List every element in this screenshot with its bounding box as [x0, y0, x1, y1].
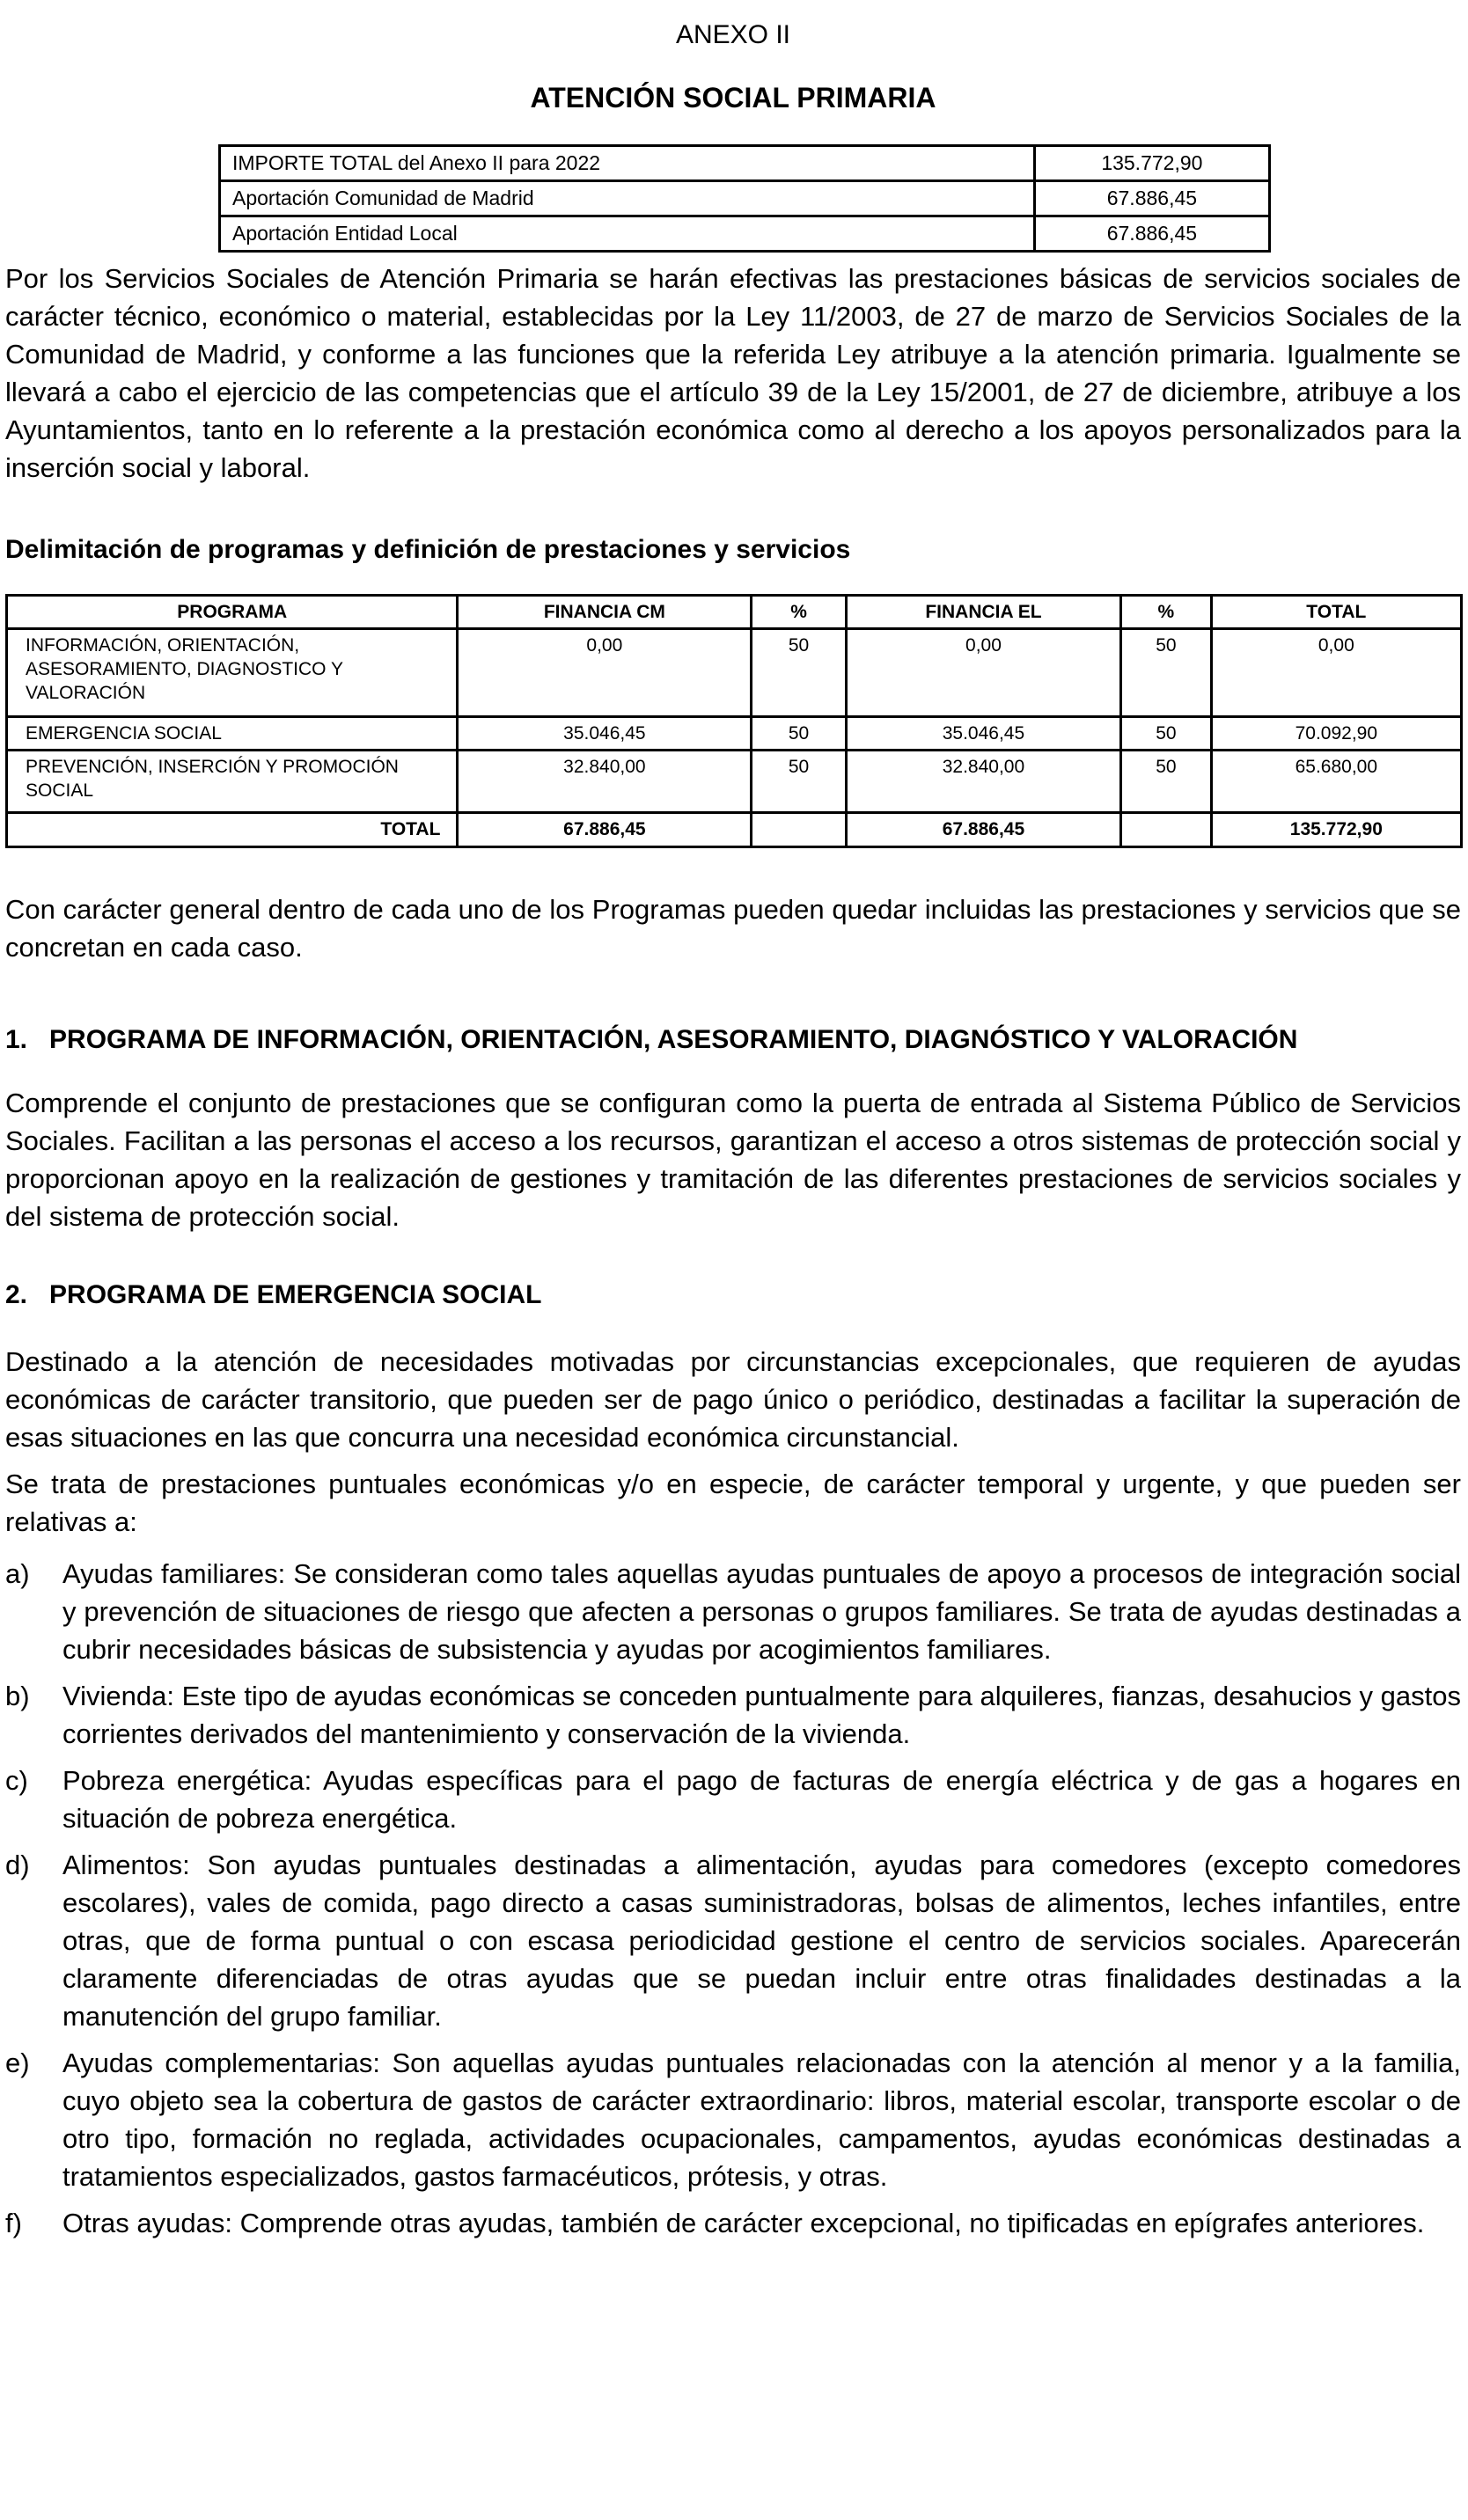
table-row [220, 146, 1270, 181]
summary-value: 135.772,90 [1034, 146, 1269, 181]
summary-label: Aportación Entidad Local [220, 216, 1035, 252]
cell-total: 135.772,90 [1211, 813, 1461, 847]
table-header-row [7, 596, 1462, 629]
table-total-row [7, 813, 1462, 847]
delimitacion-heading: Delimitación de programas y definición de prestaciones y servicios [5, 535, 851, 564]
col-header-pct-el: % [1121, 596, 1211, 629]
list-item-text: Otras ayudas: Comprende otras ayudas, también de carácter excepcional, no tipificadas en epígrafes anteriores. [62, 2208, 1425, 2238]
list-item [5, 1762, 1461, 1837]
section2-paragraph-2: Se trata de prestaciones puntuales económicas y/o en especie, de carácter temporal y urgente, y que pueden ser relativas a: [5, 1469, 1461, 1537]
cell-pct-el: 50 [1121, 629, 1211, 717]
section2-heading: 2. PROGRAMA DE EMERGENCIA SOCIAL [5, 1280, 542, 1309]
cell-programa: INFORMACIÓN, ORIENTACIÓN, ASESORAMIENTO, DIAGNOSTICO Y VALORACIÓN [7, 629, 458, 717]
cell-financia-el: 35.046,45 [846, 717, 1120, 751]
cell-pct-cm: 50 [752, 751, 846, 813]
list-item-marker: e) [5, 2048, 30, 2078]
list-item [5, 2204, 1461, 2242]
cell-financia-el: 67.886,45 [846, 813, 1120, 847]
list-item [5, 2044, 1461, 2195]
cell-pct-el [1121, 813, 1211, 847]
cell-financia-cm: 32.840,00 [458, 751, 752, 813]
col-header-total: TOTAL [1211, 596, 1461, 629]
section1-body: Comprende el conjunto de prestaciones que se configuran como la puerta de entrada al Sistema Público de Servicios Sociales. Facilitan a las personas el acceso a los recursos, garantizan el acceso a otros sistemas de protección social y proporcionan apoyo en la realización de gestiones y tramitación de las diferentes prestaciones de servicios sociales y del sistema de protección social. [5, 1088, 1461, 1232]
cell-total-label: TOTAL [7, 813, 458, 847]
list-item [5, 1555, 1461, 1668]
summary-table [218, 144, 1271, 253]
list-item-marker: c) [5, 1765, 28, 1796]
list-item [5, 1846, 1461, 2035]
intro-paragraph: Por los Servicios Sociales de Atención Primaria se harán efectivas las prestaciones básicas de servicios sociales de carácter técnico, económico o material, establecidas por la Ley 11/2003, de 27 de marzo de Servicios Sociales de la Comunidad de Madrid, y conforme a las funciones que la referida Ley atribuye a la atención primaria. Igualmente se llevará a cabo el ejercicio de las competencias que el artículo 39 de la Ley 15/2001, de 27 de diciembre, atribuye a los Ayuntamientos, tanto en lo referente a la prestación económica como al derecho a los apoyos personalizados para la inserción social y laboral. [5, 263, 1461, 483]
cell-financia-cm: 0,00 [458, 629, 752, 717]
table-row [220, 181, 1270, 216]
list-item [5, 1677, 1461, 1753]
cell-programa: EMERGENCIA SOCIAL [7, 717, 458, 751]
list-item-marker: f) [5, 2208, 22, 2238]
general-note-paragraph: Con carácter general dentro de cada uno de los Programas pueden quedar incluidas las prestaciones y servicios que se concretan en cada caso. [5, 894, 1461, 963]
document-title: ANEXO II [675, 20, 791, 49]
list-item-marker: b) [5, 1681, 30, 1711]
list-item-text: Ayudas familiares: Se consideran como tales aquellas ayudas puntuales de apoyo a procesos de integración social y prevención de situaciones de riesgo que afecten a personas o grupos familiares. Se trata de ayudas destinadas a cubrir necesidades básicas de subsistencia y ayudas por acogimientos familiares. [62, 1558, 1461, 1665]
cell-financia-cm: 67.886,45 [458, 813, 752, 847]
cell-financia-el: 32.840,00 [846, 751, 1120, 813]
list-item-text: Ayudas complementarias: Son aquellas ayudas puntuales relacionadas con la atención al menor y a la familia, cuyo objeto sea la cobertura de gastos de carácter extraordinario: libros, material escolar, transporte escolar o de otro tipo, formación no reglada, actividades ocupacionales, campamentos, ayudas económicas destinadas a tratamientos especializados, gastos farmacéuticos, prótesis, y otras. [62, 2048, 1461, 2192]
summary-label: IMPORTE TOTAL del Anexo II para 2022 [220, 146, 1035, 181]
section2-paragraph-1: Destinado a la atención de necesidades motivadas por circunstancias excepcionales, que requieren de ayudas económicas de carácter transitorio, que pueden ser de pago único o periódico, destinadas a facilitar la superación de esas situaciones en las que concurra una necesidad económica circunstancial. [5, 1346, 1461, 1453]
summary-value: 67.886,45 [1034, 216, 1269, 252]
list-item-marker: a) [5, 1558, 30, 1589]
cell-pct-cm: 50 [752, 717, 846, 751]
cell-pct-cm [752, 813, 846, 847]
programs-table [5, 594, 1463, 848]
cell-total: 70.092,90 [1211, 717, 1461, 751]
cell-programa: PREVENCIÓN, INSERCIÓN Y PROMOCIÓN SOCIAL [7, 751, 458, 813]
cell-pct-el: 50 [1121, 751, 1211, 813]
table-row [7, 717, 1462, 751]
section1-heading: 1. PROGRAMA DE INFORMACIÓN, ORIENTACIÓN, ASESORAMIENTO, DIAGNÓSTICO Y VALORACIÓN [5, 1025, 1298, 1054]
list-item-text: Alimentos: Son ayudas puntuales destinadas a alimentación, ayudas para comedores (excepto comedores escolares), vales de comida, pago directo a casas suministradoras, bolsas de alimentos, leches infantiles, entre otras, que de forma puntual o con escasa periodicidad gestione el centro de servicios sociales. Aparecerán claramente diferenciadas de otras ayudas que se puedan incluir entre otras finalidades destinadas a la manutención del grupo familiar. [62, 1850, 1461, 2032]
cell-financia-el: 0,00 [846, 629, 1120, 717]
table-row [220, 216, 1270, 252]
cell-pct-cm: 50 [752, 629, 846, 717]
cell-total: 0,00 [1211, 629, 1461, 717]
list-item-text: Vivienda: Este tipo de ayudas económicas se conceden puntualmente para alquileres, fianzas, desahucios y gastos corrientes derivados del mantenimiento y conservación de la vivienda. [62, 1681, 1461, 1749]
col-header-financia-cm: FINANCIA CM [458, 596, 752, 629]
document-subtitle: ATENCIÓN SOCIAL PRIMARIA [530, 82, 936, 114]
cell-total: 65.680,00 [1211, 751, 1461, 813]
cell-pct-el: 50 [1121, 717, 1211, 751]
table-row [7, 751, 1462, 813]
col-header-programa: PROGRAMA [7, 596, 458, 629]
list-item-marker: d) [5, 1850, 30, 1880]
cell-financia-cm: 35.046,45 [458, 717, 752, 751]
col-header-financia-el: FINANCIA EL [846, 596, 1120, 629]
summary-value: 67.886,45 [1034, 181, 1269, 216]
summary-label: Aportación Comunidad de Madrid [220, 181, 1035, 216]
table-row [7, 629, 1462, 717]
aid-types-list [5, 1555, 1461, 2242]
col-header-pct-cm: % [752, 596, 846, 629]
list-item-text: Pobreza energética: Ayudas específicas para el pago de facturas de energía eléctrica y de gas a hogares en situación de pobreza energética. [62, 1765, 1461, 1834]
